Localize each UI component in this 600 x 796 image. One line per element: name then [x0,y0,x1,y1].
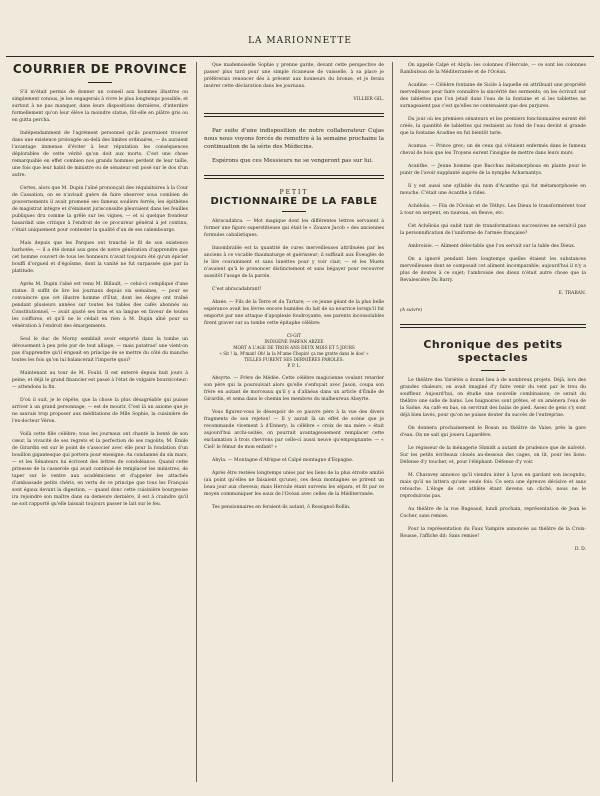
dictionary-entry: Acanthe. — Jeune homme que Bacchus métamorphosa en plante pour le punir de l'avoir supplanté auprès de la nymphe Acharnantys. [400,164,586,176]
signature: D. D. [574,547,586,552]
epitaph-line: INDIGENE FARFAN ABZEE [264,339,324,344]
epitaph-line: TELLES FURENT SES DERNIÈRES PAROLES. [244,357,344,362]
paragraph: Seul le duc de Morny semblait avoir emporté dans la tombe un dévouement à peu près pur de tout alliage, — mais patatras! une vient-on pas d'apprendre qu'il érigeait en principe de se mettre du côté du manche toutes les fois qu'on lui balancerait l'importe quoi? [12,337,188,363]
dictionary-entry: Absyrte. — Frère de Médée. Cette célèbre magicienne voulant retarder son père qui la poursuivait alors qu'elle s'enfuyait avec Jason, coupa son frère en autant de morceaux qu'il y a d'alinéas dans un article d'Émile de Girardin, et sema dans le chemin les membres du malheureux Absyrte. [204,376,384,402]
signature: VILLIER GIL. [353,97,384,102]
dictionary-entry: Du jour où les premiers sénateurs et les premiers fonctionnaires eurent été créés, la quantité de tablettes qui restaient au fond de l'eau devint si grande que la fontaine Acadine en fut bientôt tarie. [400,117,586,136]
epitaph-line: CI-GIT [286,333,302,338]
column-rule [196,62,197,782]
paragraph: Le théâtre des Variétés a donné lieu à de nombreux projets. Déjà, lors des grandes chaleurs, on avait imaginé d'y faire venir du vent par le trou du souffleur. Aujourd'hui, on étudie une nouvelle combinaison; ce serait du théâtre une salle de bains. Les baignoires sont prêtes, et on amènera l'eau de la Saône. Au café en bas, on servirait des bains de pied. Assez de gens s'y sont déjà bien lavés, pour qu'on ne puisse douter du succès de l'entreprise. [400,378,586,418]
epitaph-line: « Sit ! la, M'man! Oh! la la M'ame Chopin! ça me gratte dans le dos! » [219,351,369,356]
dictionary-entry: Acamas. — Prince grec; un de ceux qui s'étaient enfermés dans le fameux cheval de bois que les Troyens eurent l'insigne de mettre dans leurs murs. [400,144,586,156]
title-divider [88,82,112,83]
paragraph: Certes, alors que M. Dupin l'aîné prononçait des réquisitoires à la Cour de Cassation, on se n'avisait guère de faire observer sous combien de gouvernements il avait promené ses fameux souliers ferrés; les épithètes de magistrat intègre et d'éminent jurisconsulte pleuvaient dans les feuilles publiques dru comme la grêle sur les vignes, — et si quelque frondeur hasardait une critique à l'endroit de ce procureur général à jet continu, c'était uniquement pour contester la qualité d'un de ses calembourgs. [12,186,188,233]
dictionary-entry: Abzée. — Fils de la Terre et du Tartare; — ce jeune géant de la plus belle espérance avait les lèvres encore humides du lait de sa nourrice lorsqu'il fut emporté par une attaque d'apoplexie foudroyante, ses parents inconsolables firent graver sur sa tombe cette épitaphe célèbre: [204,300,384,326]
paragraph: Après M. Dupin l'aîné est venu M. Billault, — celui-ci compliqué d'une statue. Il suffit de lire les journaux depuis six semaines, — pour se convaincre que cet illustre homme d'État, dont les éloges ont traîné pendant plusieurs années sur toutes les tables des cafés abonnés au Constitutionnel, — avait ajusté ses bras et sa langue en faveur de toutes les coiffures, et qu'il ne le cédait en rien à M. Dupin aîné pour sa vénération à l'endroit des émargements. [12,282,188,329]
article-title: COURRIER DE PROVINCE [12,62,188,76]
title-divider [481,370,505,371]
paragraph: Mais depuis que les Parques ont tranché le fil de son existence barbotée, — il a été donné aux gens de notre génération d'apprendre que cet homme couvert de tous les honneurs n'avait toujours été qu'un épicier bouffi d'orgueil et d'égoïsme, dont la vanité ne fut surpassée que par la platitude. [12,241,188,274]
section-divider [204,175,384,179]
column-3 [400,62,586,782]
paragraph: S'il m'était permis de donner un conseil aux hommes illustres ou simplement connus, je les engagerais à vivre le plus longtemps possible, et surtout à ne pas manquer, dans leurs dispositions dernières, d'interdire formellement qu'on leur élève la moindre statue, fût-elle en plâtre gris ou en gutta percha. [12,90,188,123]
paragraph: Voilà cette fille célèbre; tous les journaux ont chanté la bonté de son cœur, la vivacité de ses regrets et la perfection de ses ragoûts; M. Émile de Girardin est sur le point de s'associer avec elle pour la fondation d'un bouillon gigantesque qui portera pour enseigne: Au condamné du six mars, — et les Sénateurs lui écrivent des lettres de condoléance. Quand cette prinesse de la casserole qui avait continué de remplacer les ministres, de taper sur le ventre aux académiciens et d'appeler les attachés d'ambassade petits chéris, en vertu de ce principe que tous les Français sont égaux devant la digestion, — quand donc cette cuisinière bourgeoise ira rejoindre son maître dans sa demeure dernière, il est à craindre qu'il ne soit rapporté qu'elle laissait toujours passer le lait sur le feu. [12,432,188,507]
column-1 [12,62,188,782]
paragraph: Le régisseur de la ménagerie Shmidt a autant de prudence que de naïveté. Sur les petits écriteaux cloués au-dessous des cages, on lit, pour les lions: Défense d'y toucher, et, pour l'éléphant: Défense d'y voir. [400,446,586,465]
dictionary-entry: Abracadabra. — Mot magique dont les différentes lettres servaient à former une figure superstitieuse qui était le « Zouave Jacob » des anciennes formules cabalistiques. [204,219,384,238]
paragraph: Au théâtre de la rue Bugeaud, lundi prochain, représentation de Jean le Cocher, sans remise. [400,507,586,519]
dictionary-entry: On appelle Calpé et Abyla: les colonnes d'Hercule, — ce sont les colonnes Rambuteau de la Méditerranée et de l'Océan. [400,63,586,75]
dictionary-entry: Vous figurez-vous le désespoir de ce pauvre père à la vue des divers fragments de son rejeton! — Il y aurait là un effet de scène que je recommande vivement à d'Ennery; la célèbre « croix de ma mère » était aujourd'hui archi-usitée, on pourrait avantageusement remplacer cette exclamation à trois chevrons par celle-ci aussi neuve qu'empoignante: — « Ciel! le fémur de mon enfant! » [204,410,384,450]
section-divider [400,324,586,328]
dictionary-entry: Ambroisie. — Aliment délectable que l'on servait sur la table des Dieux. [408,244,576,249]
paragraph: D'où il suit, je le répète, que la chose la plus désagréable qui puisse arriver à un grand personnage, — est de mourir. C'est là un axiome que je ne saurais trop proposer aux méditations de Mlle Sophie, la cuisinière de l'ex-docteur Véron. [12,398,188,424]
signature: E. TRABAN. [558,291,586,296]
dictionary-entry: C'est abracadabrant! [212,287,262,292]
to-be-continued: (A suivre) [400,308,423,313]
dictionary-entry: Abyla. — Montagne d'Afrique et Calpé montagne d'Espagne. [212,458,354,463]
dictionary-entry: Acadine. — Célèbre fontaine de Sicile à laquelle on attribuait une propriété merveilleuse pour faire connaître la sincérité des serments; on les écrivait sur des tablettes que l'on jetait dans l'eau de la fontaine et si les tablettes ne surnageaient pas c'est qu'elles ne contenaient que des parjures. [400,83,586,109]
paragraph: Que mademoiselle Sophie y prenne garde, devant cette perspective de passer plus tard pour une simple ricaneuse de vaisselle, à sa place je préférerais renoncer dès à présent aux honneurs du bronze, et je ferais insérer cette déclaration dans les journaux. [204,63,384,89]
paragraph: M. Charavey annonce qu'il viendra inter à Lyon en gardant son incognito, mais qu'il ne luttera qu'une seule fois. Ce sera une épreuve décisive et sans retouche. L'éloge de cet athlète étant devenu un cliché, nous ne le reproduirons pas. [400,473,586,499]
paragraph: Indépendamment de l'agrément personnel qu'ils pourraient trouver dans une existence prolongée au-delà des limites ordinaires, — ils auraient l'avantage immense d'éviter à leur réputation les conséquences déplorables de cette vérité qu'on doit aux morts. C'est une chose remarquable en effet combien nos grands hommes perdent de leur taille, une fois que leur habit de ministre ou de sénateur est posé sur le dos d'un autre. [12,131,188,178]
title-divider [282,211,306,212]
masthead: LA MARIONNETTE [6,36,594,57]
paragraph: Maintenant au tour de M. Fould. Il est enterré depuis huit jours à peine, et déjà le grand financier est passé à l'état de vulgaire boursicoteur: — attendons la fin. [12,371,188,390]
column-2 [204,62,384,782]
dictionary-entry: Innombrable est la quantité de cures merveilleuses attribuées par les anciens à ce vocable thaumaturge et guérisseur; il suffisait aux Éveuglés de le lire couramment et sans lunettes pour y voir clair, — et les Muets n'avaient qu'à le prononcer distinctement et sans bégayer pour recouvrer aussitôt l'usage de la parole. [204,246,384,279]
dictionary-entry: Achéloüs. — Fils de l'Océan et de Téthys. Les Dieux le transformèrent tour à tour en serpent, en taureau, en fleuve, etc. [400,204,586,216]
epitaph-line: P. P. L. [287,363,301,368]
section-title: Chronique des petits spectacles [423,338,563,364]
dictionary-entry: On a ignoré pendant bien longtemps quelles étaient les substances merveilleuses dont se composait cet aliment incomparable; aujourd'hui il n'y a plus de doutes à ce sujet; l'ambroisie des dieux n'était autre chose que la Revalescière Du Barry. [400,257,586,283]
dictionary-entry: Tes pensionnaires en feraient-ils autant, ô Rossignol-Rollin. [212,505,351,510]
column-rule [392,62,393,782]
notice: Par suite d'une indisposition de notre collaborateur Cujas nous nous voyons forcés de remettre à la semaine prochaine la continuation de la série des Médecins. [204,128,384,150]
paragraph: Pour la représentation du Faux Vampire annoncée au théâtre de la Croix-Rousse, l'affiche dit: Sans remise! [400,527,586,539]
dictionary-entry: Après être restées longtemps unies par les liens de la plus étroite amitié (au point qu'elles ne faisaient qu'une), ces deux montagnes se prirent un beau jour aux cheveux; mais Hercule étant survenu les sépara, et fit par ce moyen communiquer les eaux de l'Océan avec celles de la Méditerranée. [204,471,384,497]
section-kicker: PETIT [279,189,309,196]
notice: Espérons que ces Messieurs ne se vengeront pas sur lui. [212,158,374,164]
epitaph [204,333,384,369]
dictionary-entry: Il y est aussi une syllable du nom d'Acanthe qui fut métamorphosée en mouche. C'était une Acanthe à rides. [400,184,586,196]
section-title: DICTIONNAIRE DE LA FABLE [210,196,378,207]
dictionary-entry: Cet Achéloüs qui subit tant de transformations successives ne serait-il pas la personnification de l'uniforme de l'armée française? [400,224,586,236]
paragraph: On donnera prochainement le Bosan au théâtre de Vaise, près la gare d'eau. On ne sait qui jouera Lapardère. [400,426,586,438]
section-divider [204,113,384,117]
epitaph-line: MORT A L'AGE DE TROIS ANS DEUX MOIS ET 5 JOURS [233,345,355,350]
